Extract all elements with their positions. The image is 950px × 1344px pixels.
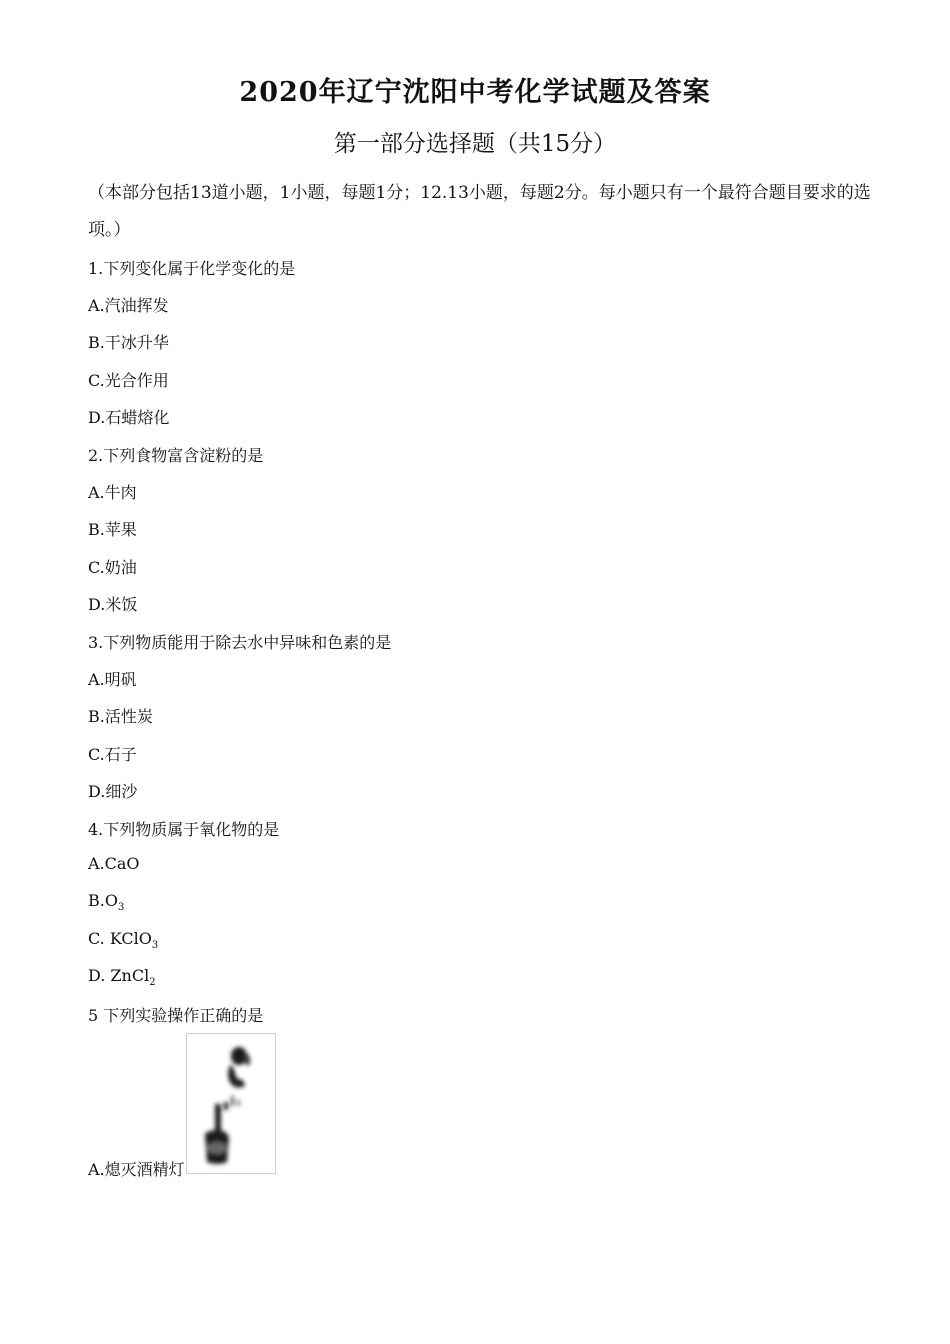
section-instructions: （本部分包括13道小题，1小题，每题1分；12.13小题，每题2分。每小题只有一个最符合题目要求的选项。） xyxy=(88,183,871,240)
question-2-option-d: D.米饭 xyxy=(88,595,138,614)
question-3-option-a: A.明矾 xyxy=(88,670,137,689)
option-text: C. KClO xyxy=(88,929,152,948)
question-3-stem: 3.下列物质能用于除去水中异味和色素的是 xyxy=(88,633,392,652)
question-2-option-a: A.牛肉 xyxy=(88,483,137,502)
section-title: 第一部分选择题（共15分） xyxy=(333,131,617,157)
question-4-stem: 4.下列物质属于氧化物的是 xyxy=(88,820,280,839)
question-3-option-c: C.石子 xyxy=(88,745,137,764)
subscript: 3 xyxy=(151,940,159,951)
question-4-option-a xyxy=(88,854,140,876)
question-1-option-a: A.汽油挥发 xyxy=(88,296,169,315)
option-text: A.CaO xyxy=(88,854,140,873)
extinguish-lamp-image xyxy=(187,1034,275,1173)
question-4-option-d xyxy=(88,966,156,988)
question-1-stem: 1.下列变化属于化学变化的是 xyxy=(88,259,296,278)
question-5-option-a: A.熄灭酒精灯 xyxy=(88,1160,185,1179)
document-title: 2020年辽宁沈阳中考化学试题及答案 xyxy=(239,77,711,108)
question-5-stem: 5 下列实验操作正确的是 xyxy=(88,1006,264,1025)
question-2-option-c: C.奶油 xyxy=(88,558,137,577)
question-4-option-b xyxy=(88,891,124,913)
question-1-option-d: D.石蜡熔化 xyxy=(88,408,170,427)
question-4-option-c xyxy=(88,929,158,951)
question-2-option-b: B.苹果 xyxy=(88,520,137,539)
option-text: D. ZnCl xyxy=(88,966,150,985)
alcohol-lamp-illustration xyxy=(186,1033,276,1174)
subscript: 3 xyxy=(117,902,125,913)
question-1-option-b: B.干冰升华 xyxy=(88,333,169,352)
option-text: B.O xyxy=(88,891,118,910)
question-3-option-b: B.活性炭 xyxy=(88,707,153,726)
subscript: 2 xyxy=(149,977,156,988)
question-2-stem: 2.下列食物富含淀粉的是 xyxy=(88,446,264,465)
question-1-option-c: C.光合作用 xyxy=(88,371,169,390)
question-3-option-d: D.细沙 xyxy=(88,782,138,801)
